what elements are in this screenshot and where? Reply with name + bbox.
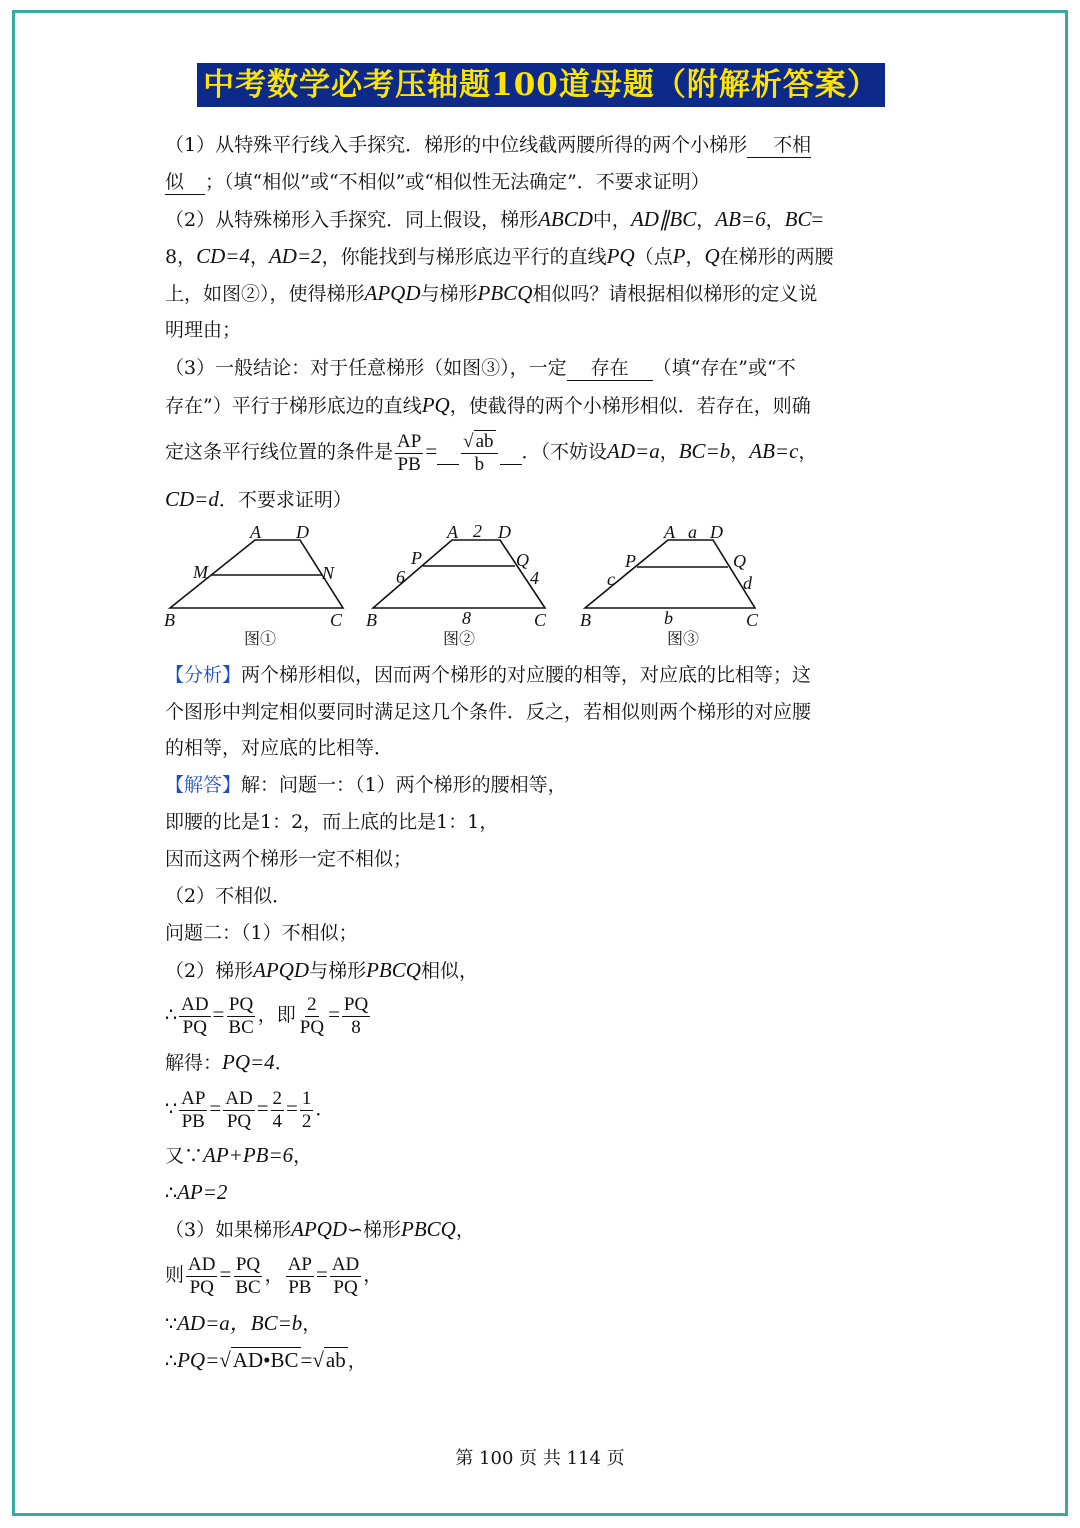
text-fragment: AD=a，BC=b [177, 1311, 303, 1335]
text-fragment: AD [225, 1087, 253, 1109]
q2-line-2 [165, 241, 834, 271]
text-fragment: 解：问题一：（1）两个梯形的腰相等， [241, 774, 567, 796]
fig3-label-d: D [710, 522, 723, 542]
analysis-line-3 [165, 733, 393, 763]
text-fragment: ，使截得的两个小梯形相似．若存在，则确 [449, 395, 811, 417]
text-fragment: CD=4 [196, 244, 250, 268]
text-fragment [461, 431, 497, 454]
text-fragment: 相似， [420, 960, 478, 982]
text-fragment: 相似吗？请根据相似梯形的定义说 [532, 283, 818, 305]
analysis-tag: 【分析】 [165, 664, 242, 686]
text-fragment: b [474, 453, 485, 475]
text-fragment: 因而这两个梯形一定不相似； [165, 848, 413, 870]
solution-line-4 [165, 881, 291, 911]
text-fragment: （2）梯形 [165, 960, 254, 982]
analysis-line-1 [165, 660, 811, 690]
q2-line-1 [165, 204, 823, 234]
text-fragment: AP [397, 430, 422, 452]
solution-line-13 [165, 1248, 382, 1300]
text-fragment: AP=2 [177, 1180, 228, 1204]
text-fragment [226, 994, 255, 1039]
text-fragment: 又∵ [165, 1145, 204, 1167]
text-fragment [223, 1088, 254, 1133]
text-fragment: ∽梯形 [347, 1219, 402, 1241]
text-fragment: = [256, 1096, 269, 1120]
q3-answer: 存在 [567, 356, 653, 381]
text-fragment: AD [331, 1253, 360, 1275]
text-fragment: 2 [301, 1110, 312, 1132]
text-fragment: ，即 [257, 1004, 296, 1026]
text-fragment: √ ab [463, 430, 494, 452]
text-fragment: APQD [364, 281, 421, 305]
text-fragment: = [425, 439, 438, 463]
text-fragment: Q [704, 244, 720, 268]
text-fragment: PQ= [177, 1348, 220, 1372]
text-fragment: AD=a [607, 439, 660, 463]
text-fragment [271, 1088, 285, 1133]
text-fragment: ab [325, 1348, 346, 1372]
text-fragment: ABCD [538, 207, 593, 231]
text-fragment: APQD [291, 1217, 348, 1241]
q2-line-4 [165, 315, 241, 345]
text-fragment: AB=c [749, 439, 799, 463]
text-fragment: ．（不妨设 [521, 441, 608, 463]
text-fragment: 明理由； [165, 319, 242, 341]
text-fragment: AP+PB=6 [203, 1143, 294, 1167]
fig3-label-a: A [664, 522, 675, 542]
solution-line-5 [165, 918, 358, 948]
text-fragment [300, 1088, 314, 1133]
text-fragment [437, 440, 459, 465]
text-fragment: ．不要求证明） [218, 489, 352, 511]
text-fragment: ∵ [165, 1098, 178, 1120]
text-fragment [179, 1088, 207, 1133]
text-fragment: PQ [226, 1110, 252, 1132]
fig2-label-a: A [447, 522, 458, 542]
text-fragment: PB [288, 1276, 312, 1298]
frac-ap-pb [395, 431, 423, 476]
q3-line-2 [165, 390, 811, 420]
text-fragment: PQ [182, 1016, 207, 1038]
solution-tag: 【解答】 [165, 774, 242, 796]
text-fragment: （点 [634, 246, 673, 268]
fig3-label-bottom: b [664, 608, 673, 628]
text-fragment: AD•BC [232, 1348, 299, 1372]
fig1-label-a: A [250, 522, 261, 542]
text-fragment: PQ=4 [222, 1050, 275, 1074]
text-fragment: = [209, 1096, 222, 1120]
solution-line-15 [165, 1345, 367, 1375]
text-fragment: PBCQ [401, 1217, 456, 1241]
fig3-label-c: C [746, 610, 759, 630]
fig2-label-p: P [411, 548, 422, 568]
q1-text: （1）从特殊平行线入手探究．梯形的中位线截两腰所得的两个小梯形 [165, 134, 748, 156]
text-fragment: PQ [343, 993, 369, 1015]
q2-line-3 [165, 278, 817, 308]
text-fragment: 定这条平行线位置的条件是 [165, 441, 394, 463]
text-fragment: BC [784, 207, 812, 231]
text-fragment: ，你能找到与梯形底边平行的直线 [321, 246, 607, 268]
text-fragment: 中， [592, 209, 631, 231]
q1-answer-part2: 似 [165, 170, 205, 195]
text-fragment: ， [685, 246, 705, 268]
text-fragment: ， [347, 1350, 367, 1372]
solution-line-7 [165, 988, 372, 1040]
text-fragment: PQ [299, 1016, 325, 1038]
text-fragment: 个图形中判定相似要同时满足这几个条件．反之，若相似则两个梯形的对应腰 [165, 701, 812, 723]
text-fragment: ， [363, 1264, 383, 1286]
text-fragment: PB [397, 453, 421, 475]
text-fragment: = [286, 1096, 298, 1120]
fig1-caption: 图① [244, 631, 277, 648]
text-fragment: APQD [253, 958, 310, 982]
text-fragment [233, 1254, 262, 1299]
text-fragment: （2）不相似． [165, 885, 292, 907]
text-fragment: AD=2 [268, 244, 322, 268]
text-fragment: ab [475, 430, 494, 452]
fig2-label-d: D [498, 522, 511, 542]
text-fragment: ． [315, 1098, 335, 1120]
q3-line-1 [165, 353, 796, 383]
text-fragment: 4 [272, 1110, 283, 1132]
page-footer: 第 100 页 共 114 页 [455, 1448, 625, 1469]
fig3-label-left: c [607, 569, 615, 589]
text-fragment: = [219, 1262, 232, 1286]
text-fragment [330, 1254, 361, 1299]
page-title: 中考数学必考压轴题100道母题（附解析答案） [197, 63, 885, 107]
fig1-label-b: B [164, 610, 175, 630]
text-fragment: CD=d [165, 487, 219, 511]
text-fragment: 1 [301, 1087, 312, 1109]
text-fragment: PB [181, 1110, 205, 1132]
text-fragment: ， [455, 1219, 475, 1241]
solution-line-11 [165, 1177, 227, 1207]
text-fragment: （3）如果梯形 [165, 1219, 292, 1241]
solution-line-12 [165, 1214, 475, 1244]
solution-line-9 [165, 1082, 334, 1134]
text-fragment: BC [228, 1016, 254, 1038]
text-fragment: PBCQ [366, 958, 421, 982]
text-fragment: AD [188, 1253, 216, 1275]
fig3-label-right: d [743, 573, 752, 593]
text-fragment: PBCQ [477, 281, 533, 305]
text-fragment: ， [249, 246, 269, 268]
text-fragment: ， [696, 209, 716, 231]
text-fragment: 则 [165, 1264, 185, 1286]
text-fragment: 存在”）平行于梯形底边的直线 [165, 395, 422, 417]
text-fragment: （3）一般结论：对于任意梯形（如图③），一定 [165, 357, 567, 379]
text-fragment: ． [274, 1052, 294, 1074]
text-fragment: 即腰的比是1：2，而上底的比是1：1， [165, 811, 499, 833]
text-fragment [298, 994, 326, 1039]
trapezoid-figures [160, 518, 770, 658]
fig1-label-n: N [322, 563, 335, 583]
fig2-label-bottom: 8 [462, 608, 471, 628]
fig2-label-b: B [366, 610, 377, 630]
frac-sqrt-ab-b [461, 431, 497, 476]
text-fragment: PQ [189, 1276, 214, 1298]
text-fragment: PQ [228, 993, 254, 1015]
text-fragment: PQ [235, 1253, 261, 1275]
fig2-caption: 图② [443, 631, 476, 648]
text-fragment [186, 1254, 217, 1299]
text-fragment: （2）从特殊梯形入手探究．同上假设，梯形 [165, 209, 539, 231]
fig2-label-left: 6 [396, 567, 405, 587]
text-fragment: ∴ [165, 1350, 178, 1372]
text-fragment: PQ [606, 244, 635, 268]
text-fragment: AB=6 [715, 207, 766, 231]
fig2-label-q: Q [516, 550, 529, 570]
solution-line-8 [165, 1047, 294, 1077]
text-fragment: ， [798, 441, 818, 463]
text-fragment: 2 [272, 1087, 283, 1109]
text-fragment: 8 [351, 1016, 361, 1038]
fig3-caption: 图③ [667, 631, 700, 648]
text-fragment: = [811, 207, 824, 231]
text-fragment: ∴ [165, 1182, 178, 1204]
fig3-label-top: a [688, 522, 697, 542]
solution-line-10 [165, 1140, 312, 1170]
text-fragment: ∴ [165, 1004, 178, 1026]
fig3-label-q: Q [733, 551, 746, 571]
text-fragment [500, 440, 522, 465]
q1-instructions: ；（填“相似”或“不相似”或“相似性无法确定”．不要求证明） [205, 171, 710, 193]
fig2-label-top: 2 [473, 521, 482, 541]
text-fragment: = [328, 1002, 340, 1026]
text-fragment: = [315, 1262, 328, 1286]
text-fragment [342, 994, 370, 1039]
text-fragment: = [212, 1002, 225, 1026]
fig2-label-right: 4 [530, 568, 539, 588]
fig1-label-d: D [296, 522, 309, 542]
text-fragment: P [672, 244, 686, 268]
text-fragment: 的相等，对应底的比相等． [165, 737, 394, 759]
text-fragment: 两个梯形相似，因而两个梯形的对应腰的相等，对应底的比相等；这 [241, 664, 812, 686]
text-fragment: ， [293, 1145, 313, 1167]
text-fragment [179, 994, 210, 1039]
text-fragment: 8， [165, 246, 197, 268]
q1-line-2 [165, 167, 710, 197]
text-fragment: √ab [312, 1348, 346, 1372]
text-fragment: ， [659, 441, 679, 463]
text-fragment: 与梯形 [309, 960, 367, 982]
text-fragment: ∵ [165, 1313, 178, 1335]
text-fragment: PQ [333, 1276, 358, 1298]
text-fragment: = [300, 1348, 313, 1372]
text-fragment: ， [765, 209, 785, 231]
text-fragment: 与梯形 [420, 283, 478, 305]
q3-line-4 [165, 484, 352, 514]
text-fragment: AP [287, 1253, 312, 1275]
solution-line-14 [165, 1308, 321, 1338]
q3-line-3 [165, 426, 817, 476]
analysis-line-2 [165, 697, 811, 727]
text-fragment: AD [181, 993, 209, 1015]
solution-line-2 [165, 807, 498, 837]
fig3-label-b: B [580, 610, 591, 630]
solution-line-1 [165, 770, 567, 800]
text-fragment: 在梯形的两腰 [719, 246, 834, 268]
text-fragment: BC=b [678, 439, 731, 463]
text-fragment: 2 [307, 993, 317, 1015]
text-fragment: AD∥BC [630, 207, 697, 231]
fig1-label-c: C [330, 610, 343, 630]
text-fragment: 解得： [165, 1052, 223, 1074]
fig1-label-m: M [193, 562, 208, 582]
q1-line-1 [165, 130, 811, 160]
text-fragment: ， [730, 441, 750, 463]
text-fragment: PQ [421, 393, 450, 417]
text-fragment: √AD•BC [219, 1348, 299, 1372]
text-fragment: 问题二：（1）不相似； [165, 922, 358, 944]
text-fragment [286, 1254, 314, 1299]
fig2-label-c: C [534, 610, 547, 630]
text-fragment: （填“存在”或“不 [652, 357, 796, 379]
text-fragment: 上，如图②），使得梯形 [165, 283, 365, 305]
text-fragment: BC [235, 1276, 261, 1298]
solution-line-3 [165, 844, 412, 874]
text-fragment: ， [264, 1264, 284, 1286]
text-fragment: AP [181, 1087, 206, 1109]
text-fragment: ， [302, 1313, 322, 1335]
fig3-label-p: P [625, 551, 636, 571]
solution-line-6 [165, 955, 478, 985]
q1-answer-part1: 不相 [747, 133, 811, 158]
